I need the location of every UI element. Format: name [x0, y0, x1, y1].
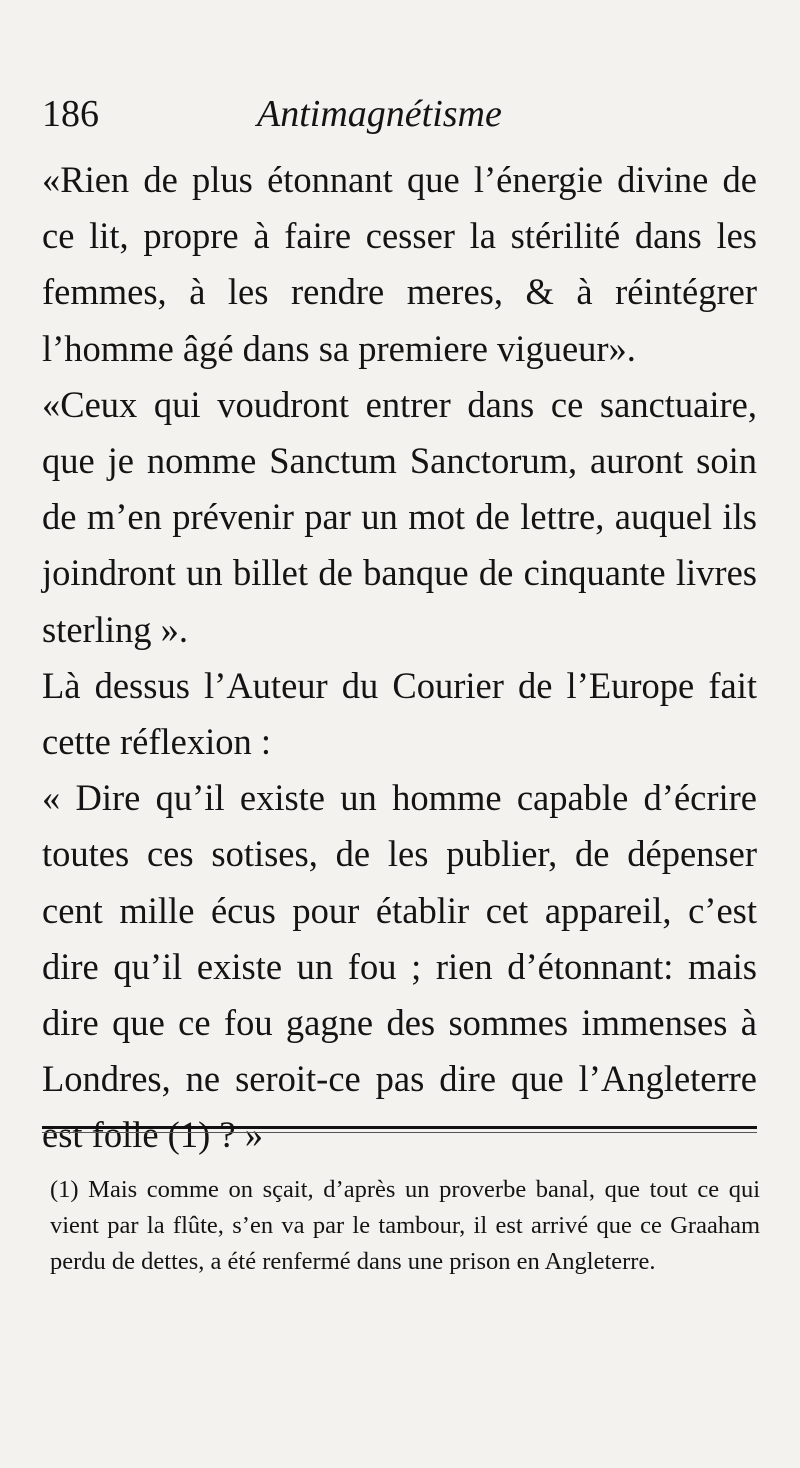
page-number: 186: [42, 93, 99, 135]
footnote-text: (1) Mais comme on sçait, d’après un proverbe banal, que tout ce qui vient par la flûte, s’en va par le tambour, il est arrivé que ce Graaham perdu de dettes, a été renfermé dans une prison en Angleterre.: [50, 1176, 760, 1275]
running-title: Antimagnétisme: [257, 93, 502, 135]
paragraph: «Rien de plus étonnant que l’énergie divine de ce lit, propre à faire cesser la stérilité dans les femmes, à les rendre meres, & à réintégrer l’homme âgé dans sa premiere vigueur».: [42, 159, 757, 369]
paragraph: «Ceux qui voudront entrer dans ce sanctuaire, que je nomme Sanctum Sanctorum, auront soin de m’en prévenir par un mot de lettre, auquel ils joindront un billet de banque de cinquante livres sterling ».: [42, 383, 757, 650]
page-header: [42, 92, 742, 142]
paragraph: Là dessus l’Auteur du Courier de l’Europe fait cette réflexion :: [42, 664, 757, 763]
paragraph: « Dire qu’il existe un homme capable d’écrire toutes ces sotises, de les publier, de dépenser cent mille écus pour établir cet appareil, c’est dire qu’il existe un fou ; rien d’étonnant: mais dire que ce fou gagne des sommes immenses à Londres, ne seroit-ce pas dire que l’Angleterre est folle (1) ? »: [42, 777, 757, 1156]
body-text: [42, 152, 757, 1164]
footnote: [50, 1172, 760, 1280]
footnote-rule: [42, 1126, 757, 1129]
footnote-rule-thin: [42, 1132, 757, 1133]
